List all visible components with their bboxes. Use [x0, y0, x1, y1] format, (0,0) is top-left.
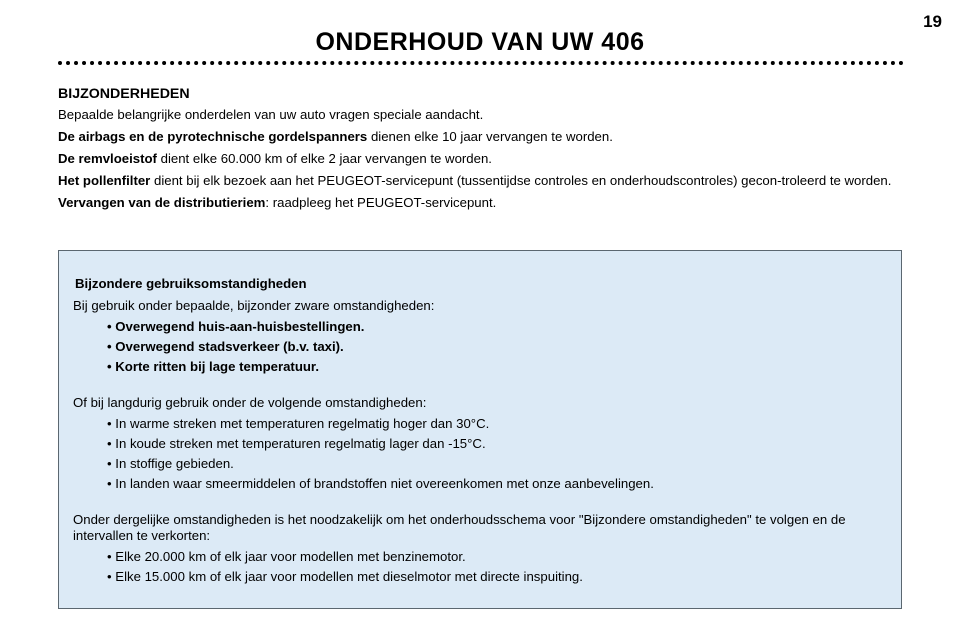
page-number: 19 — [923, 12, 942, 31]
section-heading: BIJZONDERHEDEN — [58, 86, 190, 102]
item-pollenfilter — [58, 173, 908, 189]
list-item: • In koude streken met temperaturen regelmatig lager dan -15°C. — [107, 436, 887, 452]
dotted-divider — [58, 61, 904, 65]
item-airbags — [58, 129, 908, 145]
list-item: • Overwegend stadsverkeer (b.v. taxi). — [107, 339, 887, 355]
box-intro-1: Bij gebruik onder bepaalde, bijzonder zware omstandigheden: — [73, 298, 435, 313]
item-label: Vervangen van de distributieriem — [58, 195, 266, 210]
box-intro-2: Of bij langdurig gebruik onder de volgende omstandigheden: — [73, 395, 427, 410]
item-distributieriem — [58, 195, 908, 211]
item-text: dient bij elk bezoek aan het PEUGEOT-servicepunt (tussentijdse controles en onderhoudscontroles) gecon-troleerd te worden. — [150, 173, 892, 188]
interval-list — [73, 549, 887, 585]
item-text: dienen elke 10 jaar vervangen te worden. — [367, 129, 613, 144]
item-label: De remvloeistof — [58, 151, 157, 166]
list-item: • In landen waar smeermiddelen of brandstoffen niet overeenkomen met onze aanbevelingen. — [107, 476, 887, 492]
list-item: • In stoffige gebieden. — [107, 456, 887, 472]
list-item: • In warme streken met temperaturen regelmatig hoger dan 30°C. — [107, 416, 887, 432]
heavy-use-list — [73, 319, 887, 375]
list-item: • Elke 20.000 km of elk jaar voor modellen met benzinemotor. — [107, 549, 887, 565]
special-conditions-box — [58, 250, 902, 609]
item-label: De airbags en de pyrotechnische gordelspanners — [58, 129, 368, 144]
box-intro-3: Onder dergelijke omstandigheden is het noodzakelijk om het onderhoudsschema voor "Bijzondere omstandigheden" te volgen en de intervallen te verkorten: — [73, 512, 846, 543]
section-bijzonderheden — [58, 86, 908, 217]
item-text: : raadpleeg het PEUGEOT-servicepunt. — [265, 195, 497, 210]
conditions-list — [73, 416, 887, 492]
item-remvloeistof — [58, 151, 908, 167]
section-intro: Bepaalde belangrijke onderdelen van uw auto vragen speciale aandacht. — [58, 107, 484, 122]
item-text: dient elke 60.000 km of elke 2 jaar vervangen te worden. — [156, 151, 492, 166]
list-item: • Elke 15.000 km of elk jaar voor modellen met dieselmotor met directe inspuiting. — [107, 569, 887, 585]
item-label: Het pollenfilter — [58, 173, 151, 188]
page-title: ONDERHOUD VAN UW 406 — [315, 28, 645, 56]
box-title: Bijzondere gebruiksomstandigheden — [75, 276, 307, 291]
list-item: • Korte ritten bij lage temperatuur. — [107, 359, 887, 375]
list-item: • Overwegend huis-aan-huisbestellingen. — [107, 319, 887, 335]
